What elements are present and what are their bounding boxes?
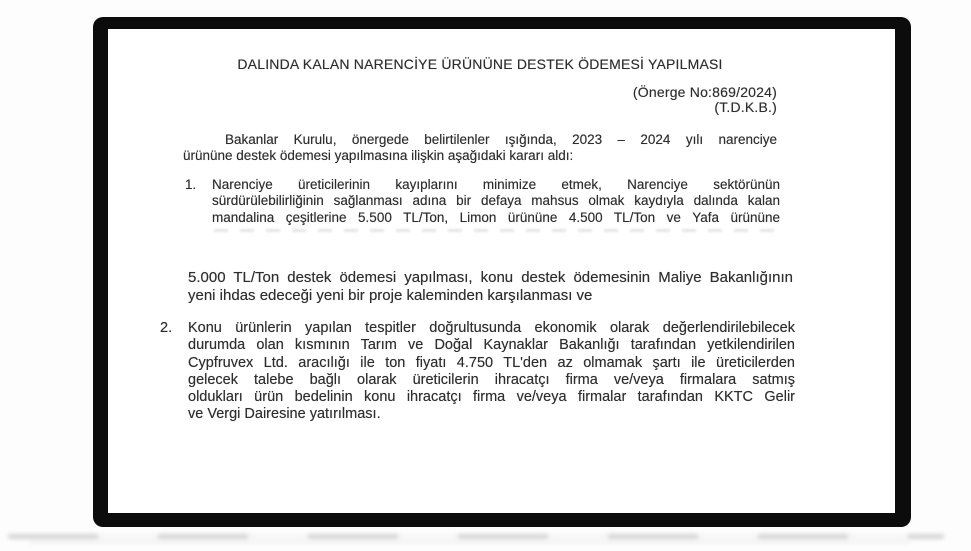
item-2-body: [188, 320, 795, 424]
committee-abbreviation: (T.D.K.B.): [714, 98, 777, 115]
proposal-number: (Önerge No:869/2024): [632, 84, 777, 100]
item-1-number: 1.: [185, 177, 197, 192]
text-line: Cypfruvex Ltd. aracılığı ile ton fiyatı 4.750 TL'den az olmamak şartı ile üreticilerden: [188, 354, 795, 371]
text-line: sürdürülebilirliğinin sağlanması adına bir defaya mahsus olmak kaydıyla dalında kalan: [212, 193, 780, 209]
text-line: durumda olan kısmının Tarım ve Doğal Kaynaklar Bakanlığı tarafından yetkilendirilen: [188, 337, 795, 354]
text-line: gelecek talebe bağlı olarak üreticilerin ihracatçı firma ve/veya firmalara satmış: [188, 371, 795, 388]
text-line: Narenciye üreticilerinin kayıplarını minimize etmek, Narenciye sektörünün: [212, 177, 780, 192]
text-line: ürününe destek ödemesi yapılmasına ilişkin aşağıdaki kararı aldı:: [183, 148, 574, 163]
item-1-continuation: [188, 269, 793, 304]
document-title: DALINDA KALAN NARENCİYE ÜRÜNÜNE DESTEK ÖDEMESİ YAPILMASI: [237, 56, 723, 72]
intro-paragraph: [183, 132, 777, 164]
text-line: ve Vergi Dairesine yatırılması.: [188, 406, 381, 423]
scan-artifact-ghost-text: [214, 229, 778, 232]
scan-artifact-bottom-shadow: [8, 534, 944, 539]
text-line: Konu ürünlerin yapılan tespitler doğrultusunda ekonomik olarak değerlendirilebilecek: [188, 320, 795, 336]
text-line: yeni ihdas edeceği yeni bir proje kaleminden karşılanması ve: [188, 286, 593, 304]
item-1-body: [212, 177, 780, 226]
text-line: Bakanlar Kurulu, önergede belirtilenler ışığında, 2023 – 2024 yılı narenciye: [225, 132, 777, 147]
text-line: mandalina çeşitlerine 5.500 TL/Ton, Limon ürününe 4.500 TL/Ton ve Yafa ürününe: [212, 209, 780, 225]
scan-artifact-bottom-shadow-2: [30, 541, 910, 544]
text-line: 5.000 TL/Ton destek ödemesi yapılması, konu destek ödemesinin Maliye Bakanlığının: [188, 269, 793, 286]
item-2-number: 2.: [160, 320, 173, 336]
reference-block: [383, 85, 777, 114]
text-line: oldukları ürün bedelinin konu ihracatçı firma ve/veya firmalar tarafından KKTC Gelir: [188, 389, 795, 406]
